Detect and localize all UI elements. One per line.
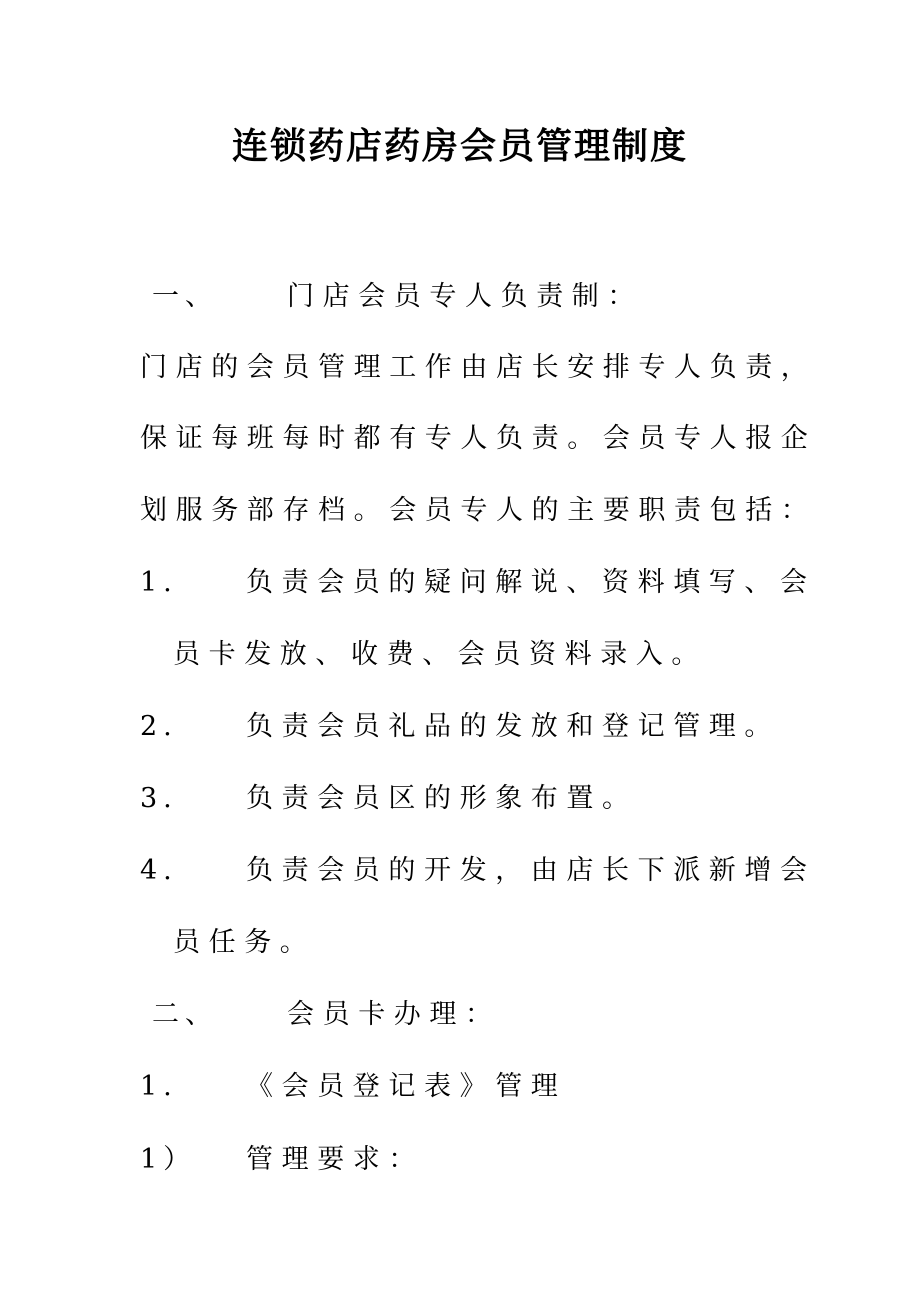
list-item-number: 3. [140,783,178,814]
list-item-number: 1. [140,1071,178,1102]
list-item-text: 负责会员区的形象布置。 [246,783,638,814]
paragraph-1-line-1: 门店的会员管理工作由店长安排专人负责， [140,352,817,383]
list-item-text: 《会员登记表》管理 [246,1071,567,1102]
section-1-heading: 门店会员专人负责制： [287,281,643,312]
list-item-text: 负责会员的疑问解说、资料填写、会 [246,567,816,598]
list-item-number: 4. [140,855,178,886]
paragraph-1-line-3: 划服务部存档。会员专人的主要职责包括： [140,495,817,526]
list-item-text-continued: 员卡发放、收费、会员资料录入。 [173,639,707,670]
list-item-text: 负责会员的开发，由店长下派新增会 [246,855,816,886]
list-item-number: 1. [140,567,178,598]
list-item-text-continued: 员任务。 [173,927,316,958]
section-2-number: 二、 [152,999,218,1030]
document-title: 连锁药店药房会员管理制度 [231,126,688,167]
sub-item-text: 管理要求： [246,1144,424,1175]
section-2-heading: 会员卡办理： [287,999,501,1030]
sub-item-number: 1） [140,1144,197,1175]
section-1-number: 一、 [152,281,218,312]
list-item-number: 2. [140,711,178,742]
list-item-text: 负责会员礼品的发放和登记管理。 [246,711,780,742]
paragraph-1-line-2: 保证每班每时都有专人负责。会员专人报企 [140,423,817,454]
